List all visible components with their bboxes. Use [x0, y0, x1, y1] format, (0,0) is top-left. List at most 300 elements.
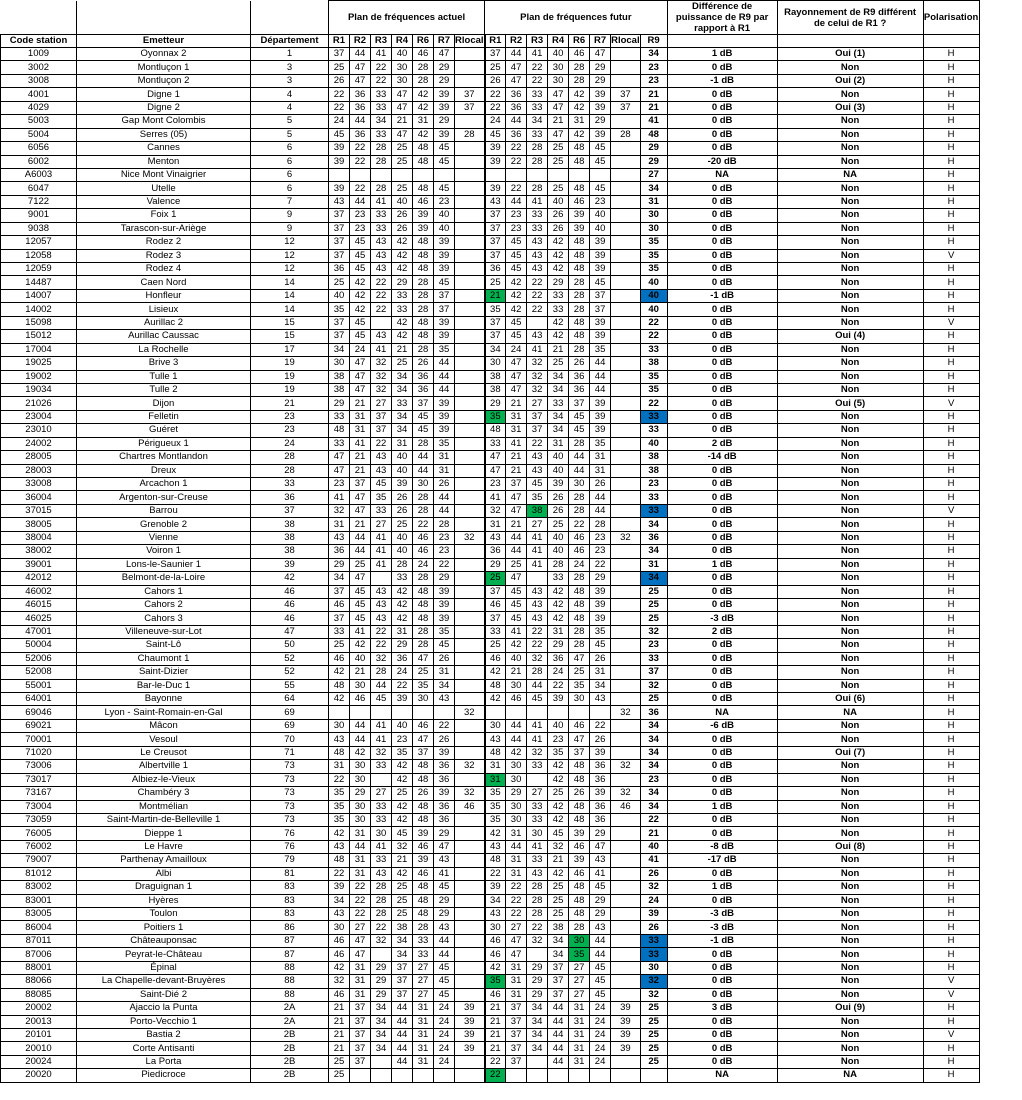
future-r2-cell: 22 — [506, 894, 527, 907]
future-r7-cell: 39 — [590, 746, 611, 759]
code-station-cell: 20101 — [1, 1028, 77, 1041]
polarisation-cell: H — [923, 1002, 979, 1015]
current-r3-cell: 43 — [371, 330, 392, 343]
departement-cell: 12 — [251, 249, 329, 262]
current-r6-cell: 33 — [413, 948, 434, 961]
departement-cell: 12 — [251, 236, 329, 249]
future-rlocal-cell — [611, 679, 641, 692]
table-row — [1, 773, 980, 786]
polarisation-cell: H — [923, 263, 979, 276]
future-rlocal-cell — [611, 827, 641, 840]
future-r4-cell: 44 — [548, 1028, 569, 1041]
current-r7-cell: 45 — [434, 988, 455, 1001]
future-r7-cell: 37 — [590, 289, 611, 302]
current-r1-cell: 48 — [329, 424, 350, 437]
future-r9-cell: 29 — [640, 142, 667, 155]
current-r3-cell: 43 — [371, 585, 392, 598]
table-row — [1, 531, 980, 544]
current-r6-cell: 28 — [413, 289, 434, 302]
radiation-different-cell: Non — [777, 760, 923, 773]
current-rlocal-cell: 46 — [455, 800, 485, 813]
table-row — [1, 182, 980, 195]
radiation-different-cell: Non — [777, 585, 923, 598]
future-rlocal-cell — [611, 61, 641, 74]
future-r7-cell: 47 — [590, 840, 611, 853]
current-r2-cell: 42 — [350, 639, 371, 652]
column-header-future-rlocal: Rlocal — [611, 35, 640, 46]
table-row — [1, 357, 980, 370]
code-station-cell: 39001 — [1, 558, 77, 571]
current-r6-cell: 39 — [413, 854, 434, 867]
current-r1-cell: 48 — [329, 679, 350, 692]
current-r6-cell: 37 — [413, 397, 434, 410]
departement-cell: 28 — [251, 464, 329, 477]
current-r3-cell: 28 — [371, 894, 392, 907]
future-r2-cell — [506, 1069, 527, 1082]
table-row — [1, 800, 980, 813]
future-r3-cell: 45 — [527, 478, 548, 491]
departement-cell: 14 — [251, 303, 329, 316]
departement-cell: 3 — [251, 61, 329, 74]
current-r3-cell: 41 — [371, 531, 392, 544]
current-r1-cell: 30 — [329, 357, 350, 370]
current-r1-cell: 37 — [329, 236, 350, 249]
emetteur-cell: Utelle — [77, 182, 251, 195]
current-r6-cell: 46 — [413, 545, 434, 558]
future-rlocal-cell — [611, 666, 641, 679]
code-station-cell: 9038 — [1, 222, 77, 235]
code-station-cell: 28005 — [1, 451, 77, 464]
future-r3-cell: 43 — [527, 612, 548, 625]
current-rlocal-cell — [455, 518, 485, 531]
current-r7-cell: 44 — [434, 370, 455, 383]
future-r4-cell: 25 — [548, 908, 569, 921]
column-header-blank-ray — [777, 35, 923, 48]
current-r3-cell: 33 — [371, 813, 392, 826]
future-rlocal-cell — [611, 383, 641, 396]
current-r4-cell: 42 — [392, 330, 413, 343]
code-station-cell: 33008 — [1, 478, 77, 491]
future-r9-cell: 21 — [640, 101, 667, 114]
power-difference-cell: 0 dB — [667, 249, 777, 262]
current-r2-cell: 22 — [350, 894, 371, 907]
power-difference-cell: 0 dB — [667, 370, 777, 383]
polarisation-cell: H — [923, 612, 979, 625]
current-r2-cell: 44 — [350, 195, 371, 208]
code-station-cell: 88085 — [1, 988, 77, 1001]
current-rlocal-cell — [455, 370, 485, 383]
future-r7-cell: 28 — [590, 518, 611, 531]
current-rlocal-cell: 32 — [455, 760, 485, 773]
departement-cell: 87 — [251, 934, 329, 947]
future-r4-cell: 42 — [548, 760, 569, 773]
radiation-different-cell: Non — [777, 437, 923, 450]
current-r7-cell: 26 — [434, 652, 455, 665]
future-r9-cell: 25 — [640, 585, 667, 598]
future-r1-cell: 43 — [485, 840, 506, 853]
future-r6-cell: 47 — [569, 733, 590, 746]
polarisation-cell: V — [923, 504, 979, 517]
radiation-different-cell: Non — [777, 209, 923, 222]
current-r2-cell: 44 — [350, 840, 371, 853]
future-r2-cell: 30 — [506, 773, 527, 786]
departement-cell: 2B — [251, 1069, 329, 1082]
power-difference-cell: 0 dB — [667, 410, 777, 423]
future-r7-cell: 29 — [590, 115, 611, 128]
table-row — [1, 693, 980, 706]
departement-cell: 15 — [251, 330, 329, 343]
future-r6-cell: 48 — [569, 585, 590, 598]
code-station-cell: 46025 — [1, 612, 77, 625]
future-r1-cell: 21 — [485, 1042, 506, 1055]
current-r2-cell: 31 — [350, 975, 371, 988]
table-row — [1, 934, 980, 947]
current-r2-cell: 47 — [350, 504, 371, 517]
polarisation-cell: H — [923, 48, 979, 61]
current-r6-cell — [413, 706, 434, 719]
current-rlocal-cell — [455, 383, 485, 396]
current-r6-cell: 48 — [413, 773, 434, 786]
current-r3-cell: 28 — [371, 881, 392, 894]
radiation-different-cell: Non — [777, 491, 923, 504]
current-r3-cell: 34 — [371, 1042, 392, 1055]
future-rlocal-cell — [611, 478, 641, 491]
power-difference-cell: -1 dB — [667, 934, 777, 947]
table-row — [1, 840, 980, 853]
current-r1-cell: 26 — [329, 74, 350, 87]
current-r7-cell: 34 — [434, 679, 455, 692]
table-row — [1, 518, 980, 531]
current-rlocal-cell — [455, 303, 485, 316]
emetteur-cell: Aurillac Caussac — [77, 330, 251, 343]
current-r1-cell: 37 — [329, 585, 350, 598]
future-rlocal-cell — [611, 236, 641, 249]
future-rlocal-cell: 32 — [611, 706, 641, 719]
departement-cell: 6 — [251, 182, 329, 195]
polarisation-cell: H — [923, 881, 979, 894]
power-difference-cell: 0 dB — [667, 128, 777, 141]
current-r1-cell: 42 — [329, 961, 350, 974]
table-row — [1, 719, 980, 732]
departement-cell: 46 — [251, 585, 329, 598]
current-r1-cell: 46 — [329, 948, 350, 961]
future-r9-cell: 22 — [640, 397, 667, 410]
emetteur-cell: Vienne — [77, 531, 251, 544]
future-r3-cell: 41 — [527, 733, 548, 746]
future-r7-cell: 45 — [590, 961, 611, 974]
current-rlocal-cell: 39 — [455, 1042, 485, 1055]
future-r9-cell: 29 — [640, 155, 667, 168]
current-r7-cell: 26 — [434, 733, 455, 746]
future-rlocal-cell: 37 — [611, 101, 641, 114]
polarisation-cell: H — [923, 787, 979, 800]
current-r4-cell: 21 — [392, 115, 413, 128]
power-difference-cell: 0 dB — [667, 666, 777, 679]
departement-cell: 12 — [251, 263, 329, 276]
current-r4-cell: 33 — [392, 303, 413, 316]
emetteur-cell: Albiez-le-Vieux — [77, 773, 251, 786]
polarisation-cell: H — [923, 88, 979, 101]
future-r7-cell: 26 — [590, 652, 611, 665]
future-r7-cell: 45 — [590, 142, 611, 155]
future-r6-cell: 42 — [569, 101, 590, 114]
future-r4-cell — [548, 168, 569, 181]
future-r1-cell: 22 — [485, 867, 506, 880]
future-r2-cell: 37 — [506, 1015, 527, 1028]
departement-cell: 6 — [251, 168, 329, 181]
current-r7-cell: 45 — [434, 182, 455, 195]
future-r1-cell: 30 — [485, 357, 506, 370]
current-r7-cell: 36 — [434, 813, 455, 826]
table-row — [1, 343, 980, 356]
future-r9-cell: 32 — [640, 881, 667, 894]
current-r6-cell: 31 — [413, 1028, 434, 1041]
current-r2-cell: 21 — [350, 666, 371, 679]
departement-cell: 2B — [251, 1042, 329, 1055]
current-r6-cell: 48 — [413, 894, 434, 907]
radiation-different-cell: Non — [777, 1015, 923, 1028]
radiation-different-cell: Non — [777, 289, 923, 302]
future-r2-cell: 30 — [506, 760, 527, 773]
departement-cell: 3 — [251, 74, 329, 87]
current-r4-cell: 34 — [392, 948, 413, 961]
emetteur-cell: Saint-Lô — [77, 639, 251, 652]
current-r3-cell: 43 — [371, 451, 392, 464]
future-r2-cell: 45 — [506, 330, 527, 343]
current-rlocal-cell — [455, 478, 485, 491]
departement-cell: 88 — [251, 975, 329, 988]
current-r6-cell: 46 — [413, 840, 434, 853]
current-r6-cell: 25 — [413, 666, 434, 679]
future-rlocal-cell — [611, 854, 641, 867]
table-row — [1, 598, 980, 611]
power-difference-cell: 0 dB — [667, 598, 777, 611]
table-row — [1, 276, 980, 289]
code-station-cell: 69046 — [1, 706, 77, 719]
current-r7-cell: 36 — [434, 773, 455, 786]
future-r7-cell: 39 — [590, 101, 611, 114]
current-r6-cell: 26 — [413, 357, 434, 370]
current-rlocal-cell — [455, 316, 485, 329]
departement-cell: 38 — [251, 545, 329, 558]
future-r1-cell: 43 — [485, 908, 506, 921]
current-r2-cell: 31 — [350, 410, 371, 423]
current-r1-cell: 33 — [329, 410, 350, 423]
current-r1-cell: 22 — [329, 88, 350, 101]
future-r3-cell: 22 — [527, 303, 548, 316]
future-r1-cell — [485, 706, 506, 719]
current-rlocal-cell — [455, 209, 485, 222]
code-station-cell: 14002 — [1, 303, 77, 316]
power-difference-cell: 0 dB — [667, 813, 777, 826]
future-r2-cell: 31 — [506, 867, 527, 880]
current-r1-cell: 48 — [329, 746, 350, 759]
current-r4-cell: 44 — [392, 1028, 413, 1041]
future-r4-cell: 40 — [548, 464, 569, 477]
future-r9-cell: 34 — [640, 719, 667, 732]
current-rlocal-cell — [455, 975, 485, 988]
current-r2-cell: 30 — [350, 813, 371, 826]
table-row — [1, 155, 980, 168]
current-r6-cell: 28 — [413, 572, 434, 585]
current-r2-cell: 44 — [350, 545, 371, 558]
header-polarisation: Polarisation — [923, 1, 979, 35]
emetteur-cell: Draguignan 1 — [77, 881, 251, 894]
future-r7-cell: 29 — [590, 827, 611, 840]
current-rlocal-cell — [455, 74, 485, 87]
current-r3-cell: 33 — [371, 209, 392, 222]
future-r9-cell: 33 — [640, 491, 667, 504]
polarisation-cell: H — [923, 478, 979, 491]
current-r6-cell: 48 — [413, 800, 434, 813]
polarisation-cell: H — [923, 168, 979, 181]
radiation-different-cell: NA — [777, 1069, 923, 1082]
departement-cell: 14 — [251, 276, 329, 289]
current-r7-cell: 44 — [434, 504, 455, 517]
emetteur-cell: Tulle 1 — [77, 370, 251, 383]
code-station-cell: 12058 — [1, 249, 77, 262]
future-rlocal-cell: 46 — [611, 800, 641, 813]
current-r2-cell: 31 — [350, 424, 371, 437]
current-r7-cell: 26 — [434, 478, 455, 491]
current-r6-cell: 27 — [413, 975, 434, 988]
future-r3-cell: 22 — [527, 61, 548, 74]
current-r6-cell: 22 — [413, 518, 434, 531]
current-r1-cell: 36 — [329, 263, 350, 276]
future-r6-cell: 45 — [569, 424, 590, 437]
future-r4-cell: 33 — [548, 397, 569, 410]
current-r3-cell: 29 — [371, 975, 392, 988]
future-r1-cell: 38 — [485, 370, 506, 383]
future-r1-cell: 37 — [485, 585, 506, 598]
current-rlocal-cell — [455, 988, 485, 1001]
departement-cell: 64 — [251, 693, 329, 706]
future-r6-cell: 48 — [569, 908, 590, 921]
current-r2-cell: 45 — [350, 249, 371, 262]
current-r7-cell: 47 — [434, 840, 455, 853]
current-r3-cell: 41 — [371, 558, 392, 571]
current-r6-cell: 46 — [413, 531, 434, 544]
radiation-different-cell: Non — [777, 1028, 923, 1041]
current-r2-cell: 23 — [350, 222, 371, 235]
future-r2-cell: 31 — [506, 410, 527, 423]
future-r3-cell — [527, 706, 548, 719]
future-r6-cell: 39 — [569, 854, 590, 867]
future-rlocal-cell — [611, 1069, 641, 1082]
current-r2-cell: 47 — [350, 370, 371, 383]
column-header-current-r2: R2 — [350, 35, 371, 48]
current-rlocal-cell — [455, 598, 485, 611]
future-r7-cell: 24 — [590, 1028, 611, 1041]
current-r2-cell: 45 — [350, 316, 371, 329]
future-r1-cell: 22 — [485, 88, 506, 101]
future-r7-cell: 45 — [590, 881, 611, 894]
table-row — [1, 209, 980, 222]
future-r4-cell: 45 — [548, 827, 569, 840]
departement-cell: 28 — [251, 451, 329, 464]
future-r4-cell: 47 — [548, 128, 569, 141]
future-r1-cell: 48 — [485, 679, 506, 692]
current-r1-cell: 37 — [329, 612, 350, 625]
future-r2-cell: 37 — [506, 1042, 527, 1055]
code-station-cell: 3008 — [1, 74, 77, 87]
future-r4-cell: 34 — [548, 370, 569, 383]
future-r9-cell: 24 — [640, 894, 667, 907]
future-r2-cell: 37 — [506, 1002, 527, 1015]
future-r9-cell: 33 — [640, 343, 667, 356]
future-r7-cell: 39 — [590, 236, 611, 249]
current-r1-cell: 35 — [329, 813, 350, 826]
current-r4-cell: 35 — [392, 746, 413, 759]
current-r2-cell: 23 — [350, 209, 371, 222]
future-r2-cell: 21 — [506, 397, 527, 410]
future-r4-cell: 44 — [548, 1042, 569, 1055]
future-r3-cell — [527, 1055, 548, 1068]
current-r6-cell: 44 — [413, 451, 434, 464]
current-r2-cell: 29 — [350, 787, 371, 800]
departement-cell: 88 — [251, 988, 329, 1001]
current-r1-cell: 21 — [329, 1042, 350, 1055]
future-r3-cell: 22 — [527, 639, 548, 652]
future-r9-cell: 30 — [640, 961, 667, 974]
current-r1-cell: 32 — [329, 504, 350, 517]
future-r3-cell — [527, 316, 548, 329]
table-row — [1, 746, 980, 759]
table-row — [1, 303, 980, 316]
future-r1-cell: 29 — [485, 558, 506, 571]
code-station-cell: 38005 — [1, 518, 77, 531]
future-r7-cell: 35 — [590, 625, 611, 638]
current-rlocal-cell — [455, 934, 485, 947]
current-r2-cell: 47 — [350, 61, 371, 74]
future-r1-cell: 34 — [485, 894, 506, 907]
future-r3-cell: 33 — [527, 760, 548, 773]
current-r1-cell: 25 — [329, 61, 350, 74]
code-station-cell: 7122 — [1, 195, 77, 208]
power-difference-cell: 0 dB — [667, 504, 777, 517]
current-rlocal-cell — [455, 666, 485, 679]
polarisation-cell: H — [923, 222, 979, 235]
current-r4-cell: 40 — [392, 451, 413, 464]
emetteur-cell: Caen Nord — [77, 276, 251, 289]
future-r7-cell: 31 — [590, 666, 611, 679]
power-difference-cell: 0 dB — [667, 531, 777, 544]
future-r6-cell: 48 — [569, 598, 590, 611]
emetteur-cell: Serres (05) — [77, 128, 251, 141]
future-r6-cell: 28 — [569, 303, 590, 316]
current-r3-cell: 33 — [371, 800, 392, 813]
departement-cell: 5 — [251, 128, 329, 141]
departement-cell: 37 — [251, 504, 329, 517]
future-r9-cell: 32 — [640, 625, 667, 638]
current-r6-cell: 48 — [413, 142, 434, 155]
current-r7-cell: 29 — [434, 115, 455, 128]
current-rlocal-cell — [455, 827, 485, 840]
emetteur-cell: Ajaccio la Punta — [77, 1002, 251, 1015]
future-rlocal-cell — [611, 558, 641, 571]
code-station-cell: 20010 — [1, 1042, 77, 1055]
future-r3-cell: 43 — [527, 249, 548, 262]
power-difference-cell: NA — [667, 706, 777, 719]
emetteur-cell: Piedicroce — [77, 1069, 251, 1082]
polarisation-cell: H — [923, 424, 979, 437]
future-r3-cell: 34 — [527, 1028, 548, 1041]
future-r1-cell: 30 — [485, 921, 506, 934]
future-r6-cell: 47 — [569, 652, 590, 665]
future-r7-cell: 39 — [590, 598, 611, 611]
future-r6-cell: 48 — [569, 249, 590, 262]
future-rlocal-cell: 37 — [611, 88, 641, 101]
